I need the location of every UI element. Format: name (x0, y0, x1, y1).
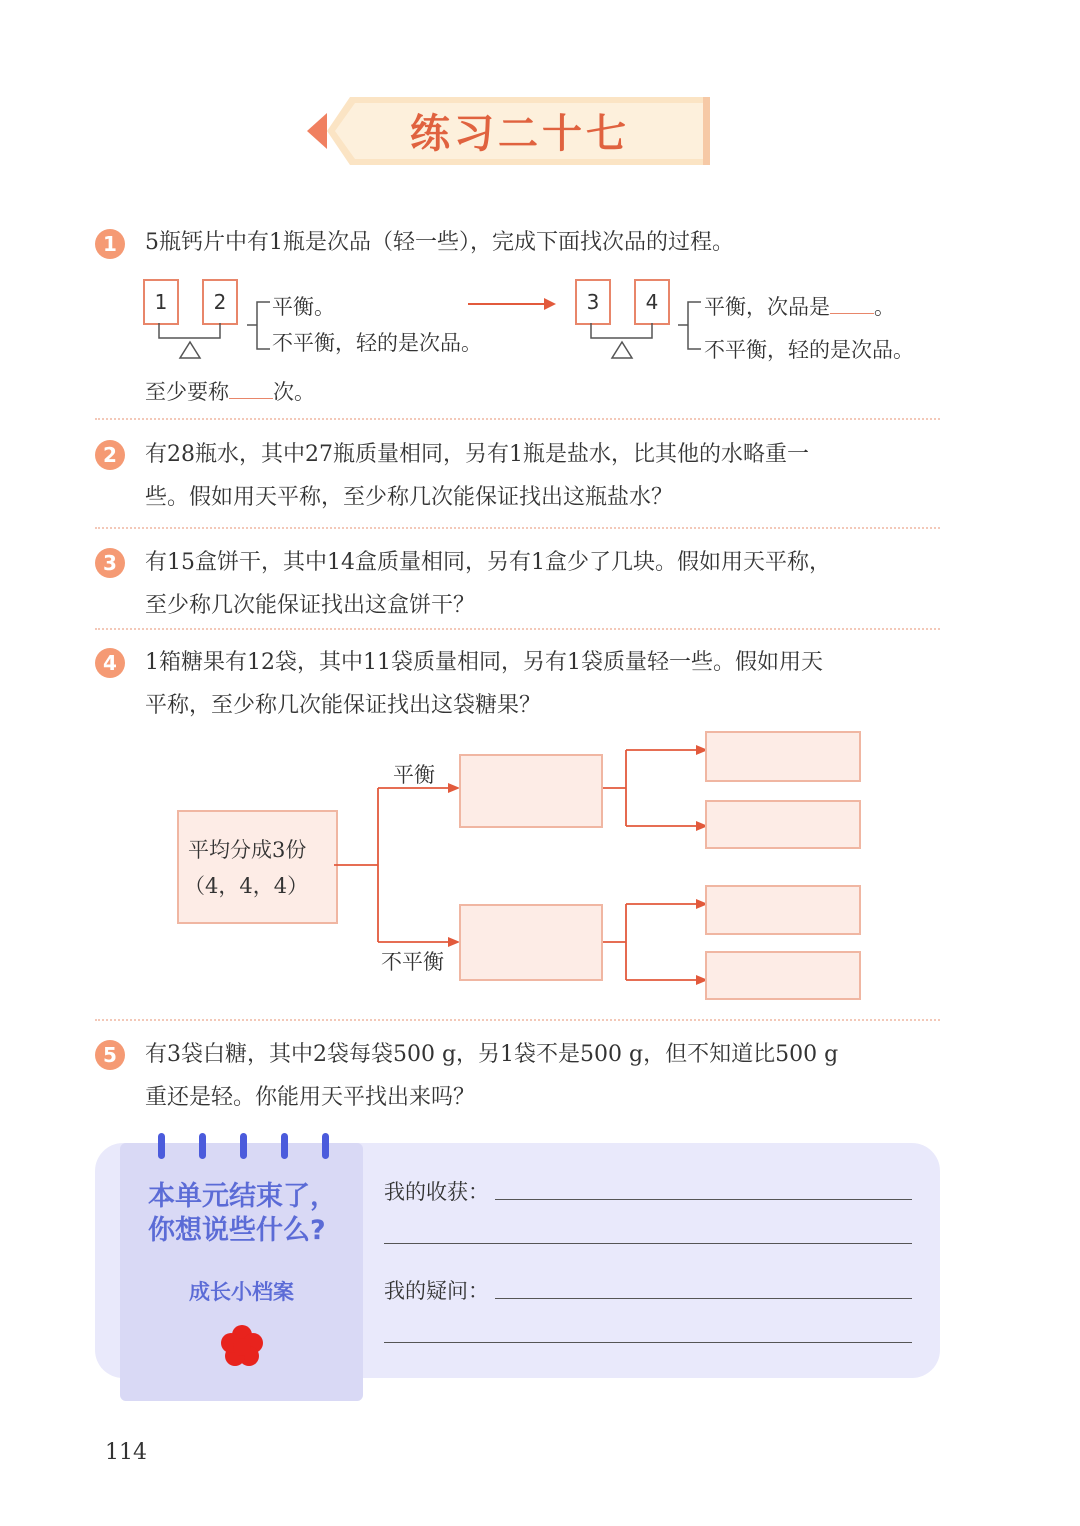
right-balance-suffix: 。 (874, 295, 895, 319)
bottle-box-4: 4 (634, 279, 670, 325)
flow-answer-box[interactable] (705, 951, 861, 1000)
binder-ring-icon (322, 1133, 329, 1159)
divider (95, 1019, 940, 1021)
question-label: 我的疑问： (384, 1279, 489, 1303)
question-number-1: 1 (95, 229, 125, 259)
right-unbalance-text: 不平衡，轻的是次品。 (704, 338, 914, 362)
binder-ring-icon (158, 1133, 165, 1159)
gain-line-1[interactable] (495, 1199, 912, 1200)
flow-answer-box[interactable] (705, 731, 861, 782)
flow-answer-box[interactable] (705, 885, 861, 935)
min-suffix: 次。 (273, 380, 315, 404)
balance-scale-icon (140, 320, 260, 365)
card-title-line-2: 你想说些什么? (148, 1215, 326, 1246)
min-weighings-text (145, 376, 315, 406)
left-balance-text: 平衡。 (272, 295, 335, 319)
question-line-1[interactable] (495, 1298, 912, 1299)
arrow-right-icon (466, 294, 558, 314)
question-number-4: 4 (95, 648, 125, 678)
card-title-line-1: 本单元结束了， (148, 1181, 337, 1212)
defective-answer-blank[interactable] (830, 293, 874, 314)
question-4-line-1: 1箱糖果有12袋，其中11袋质量相同，另有1袋质量轻一些。假如用天 (145, 650, 823, 675)
bracket-icon (676, 297, 706, 357)
bottle-box-1: 1 (143, 279, 179, 325)
question-3-line-1: 有15盒饼干，其中14盒质量相同，另有1盒少了几块。假如用天平称， (145, 550, 831, 575)
binder-ring-icon (281, 1133, 288, 1159)
question-5-line-1: 有3袋白糖，其中2袋每袋500 g，另1袋不是500 g，但不知道比500 g (145, 1042, 839, 1067)
card-subtitle: 成长小档案 (189, 1280, 294, 1304)
divider (95, 628, 940, 630)
right-balance-prefix: 平衡，次品是 (704, 295, 830, 319)
flow-answer-box[interactable] (459, 754, 603, 828)
bracket-icon (245, 297, 275, 357)
divider (95, 527, 940, 529)
flower-icon (219, 1323, 265, 1367)
bottle-box-3: 3 (575, 279, 611, 325)
min-weighings-blank[interactable] (229, 378, 273, 399)
question-line-2[interactable] (384, 1342, 912, 1343)
page-title: 练习二十七 (410, 111, 630, 157)
gain-line-2[interactable] (384, 1243, 912, 1244)
flow-start-box (177, 810, 338, 924)
question-2-line-1: 有28瓶水，其中27瓶质量相同，另有1瓶是盐水，比其他的水略重一 (145, 442, 809, 467)
flow-answer-box[interactable] (705, 800, 861, 849)
flow-unbalanced-label: 不平衡 (381, 950, 444, 974)
page-number: 114 (105, 1440, 147, 1465)
divider (95, 418, 940, 420)
flow-balanced-label: 平衡 (393, 763, 435, 787)
question-5-line-2: 重还是轻。你能用天平找出来吗？ (145, 1085, 476, 1110)
flow-start-line-2: （4，4，4） (184, 874, 309, 898)
flow-start-line-1: 平均分成3份 (188, 838, 307, 862)
question-1-text: 5瓶钙片中有1瓶是次品（轻一些），完成下面找次品的过程。 (145, 230, 734, 255)
question-3-line-2: 至少称几次能保证找出这盒饼干？ (145, 593, 476, 618)
right-balance-text (704, 291, 895, 321)
question-number-2: 2 (95, 440, 125, 470)
min-prefix: 至少要称 (145, 380, 229, 404)
binder-ring-icon (199, 1133, 206, 1159)
question-4-line-2: 平称，至少称几次能保证找出这袋糖果？ (145, 693, 542, 718)
bottle-box-2: 2 (202, 279, 238, 325)
balance-scale-icon (572, 320, 692, 365)
question-number-3: 3 (95, 548, 125, 578)
question-2-line-2: 些。假如用天平称，至少称几次能保证找出这瓶盐水？ (145, 485, 674, 510)
gain-label: 我的收获： (384, 1180, 489, 1204)
question-number-5: 5 (95, 1040, 125, 1070)
flow-answer-box[interactable] (459, 904, 603, 981)
binder-ring-icon (240, 1133, 247, 1159)
left-unbalance-text: 不平衡，轻的是次品。 (272, 331, 482, 355)
